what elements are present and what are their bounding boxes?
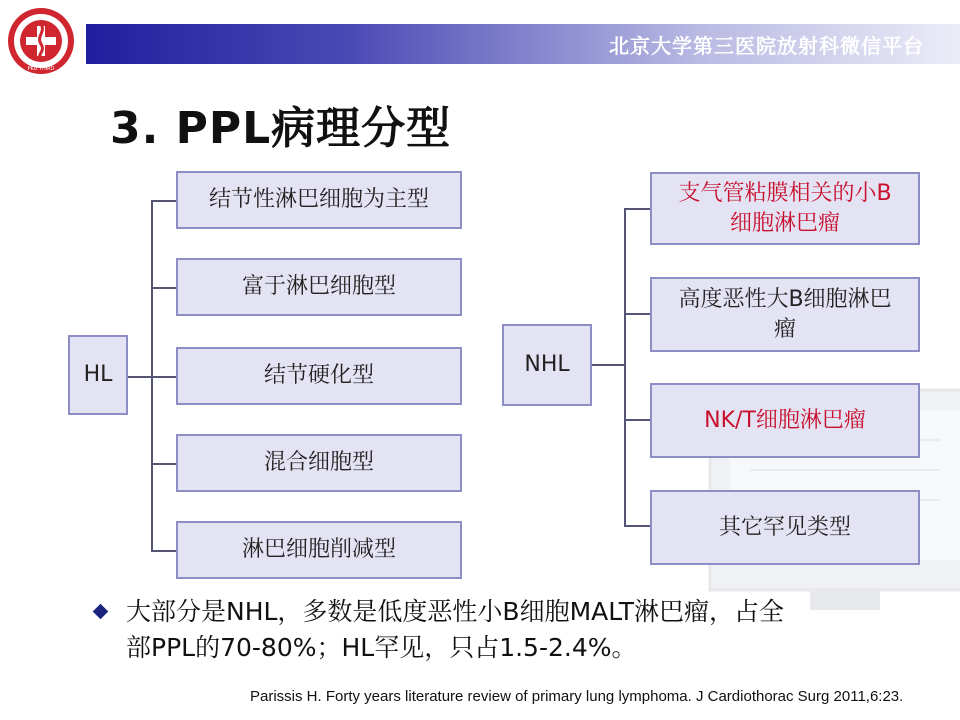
nhl-type-label: 其它罕见类型	[718, 514, 851, 540]
hl-type-label: 混合细胞型	[263, 450, 374, 475]
nhl-root-label: NHL	[524, 352, 570, 377]
hl-type-box	[176, 258, 462, 316]
nhl-type-label: 支气管粘膜相关的小B	[678, 180, 892, 206]
hl-type-box	[176, 347, 462, 405]
nhl-connector-root	[592, 364, 625, 366]
hl-type-label: 结节硬化型	[263, 363, 374, 388]
hl-root-label: HL	[83, 362, 113, 387]
bullet-line: 大部分是NHL，多数是低度恶性小B细胞MALT淋巴瘤，占全	[126, 597, 785, 626]
bullet-text	[126, 594, 936, 666]
nhl-root-box	[502, 324, 592, 406]
svg-text:PKU THIRD: PKU THIRD	[27, 66, 55, 72]
nhl-type-box	[650, 490, 920, 565]
nhl-type-box	[650, 383, 920, 458]
hl-connector-1	[151, 200, 176, 202]
hl-connector-2	[151, 287, 176, 289]
bullet-line: 部PPL的70-80%；HL罕见，只占1.5-2.4%。	[126, 633, 637, 662]
nhl-type-label: 细胞淋巴瘤	[729, 210, 840, 236]
nhl-type-label: NK/T细胞淋巴瘤	[704, 407, 866, 433]
hospital-logo	[6, 6, 76, 76]
nhl-type-label: 瘤	[773, 316, 796, 342]
hl-type-box	[176, 434, 462, 492]
diamond-bullet-icon	[93, 604, 109, 620]
nhl-connector-1	[624, 208, 650, 210]
hl-connector-4	[151, 463, 176, 465]
header-banner	[86, 24, 960, 64]
hl-type-label: 富于淋巴细胞型	[241, 274, 396, 299]
hl-type-label: 淋巴细胞削减型	[241, 537, 396, 562]
citation: Parissis H. Forty years literature review of primary lung lymphoma. J Cardiothorac Surg 2011,6:23.	[250, 688, 904, 705]
hl-root-box	[68, 335, 128, 415]
nhl-connector-3	[624, 419, 650, 421]
hl-type-box	[176, 521, 462, 579]
nhl-type-box	[650, 277, 920, 352]
hl-type-label: 结节性淋巴细胞为主型	[208, 187, 429, 212]
banner-text: 北京大学第三医院放射科微信平台	[609, 34, 924, 58]
nhl-connector-4	[624, 525, 650, 527]
hl-connector-3	[151, 376, 176, 378]
nhl-connector-spine	[624, 208, 626, 527]
nhl-type-label: 高度恶性大B细胞淋巴	[678, 286, 892, 312]
hl-connector-5	[151, 550, 176, 552]
slide-title: 3. PPL病理分型	[110, 103, 452, 154]
nhl-connector-2	[624, 313, 650, 315]
hl-connector-root	[128, 376, 152, 378]
hl-type-box	[176, 171, 462, 229]
nhl-type-box	[650, 172, 920, 245]
